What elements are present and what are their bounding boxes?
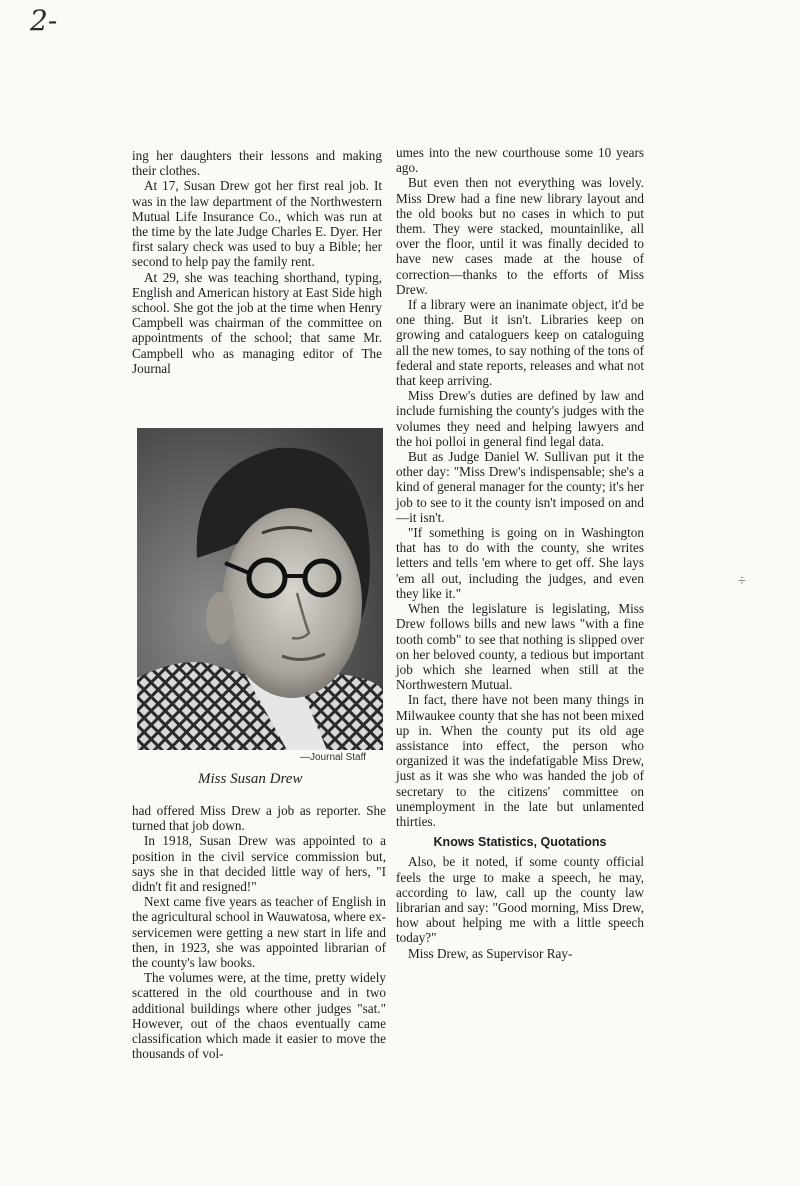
paragraph: had offered Miss Drew a job as reporter. She turned that job down. (132, 803, 386, 834)
paragraph: Miss Drew, as Supervisor Ray- (408, 945, 573, 961)
paragraph: "If something is going on in Washington that has to do with the county, she writes letters and tells 'em where to get off. She lays 'em all out, including the judges, and even they like it." (396, 525, 644, 601)
paragraph: The volumes were, at the time, pretty widely scattered in the old courthouse and in two additional buildings where other judges "sat." However, out of the chaos eventually came classification which made it easier to move the thousands of vol- (132, 970, 386, 1062)
margin-mark: ÷ (738, 574, 746, 589)
portrait-photo (137, 428, 383, 750)
paragraph: When the legislature is legislating, Miss Drew follows bills and new laws "with a fine tooth comb" to see that nothing is slipped over on her beloved county, a tedious but important job which she learned when still at the Northwestern Mutual. (396, 601, 644, 693)
paragraph: If a library were an inanimate object, it'd be one thing. But it isn't. Libraries keep on growing and cataloguers keep on cataloguing all the new tomes, to say nothing of the tons of federal and state reports, releases and what not that keep arriving. (396, 297, 644, 389)
paragraph: But even then not everything was lovely. Miss Drew had a fine new library layout and the old books but no cases in which to put them. They were stacked, mountainlike, all over the floor, until it was finally decided to have new cases made at the house of correction—thanks to the efforts of Miss Drew. (396, 175, 644, 297)
column-1-top (132, 148, 382, 376)
paragraph: umes into the new courthouse some 10 years ago. (396, 145, 644, 176)
paragraph: In fact, there have not been many things in Milwaukee county that she has not been mixed up in. When the county put its old age assistance into effect, the person who organized it was the indefatigable Miss Drew, just as it was she who was handed the job of secretary to the citizens' committee on unemployment in the late but unlamented thirties. (396, 692, 644, 829)
column-2 (396, 145, 644, 961)
paragraph: Also, be it noted, if some county official feels the urge to make a speech, he may, according to law, call up the county law librarian and say: "Good morning, Miss Drew, how about helping me with a little speech today?" (396, 854, 644, 946)
paragraph: Miss Drew's duties are defined by law and include furnishing the county's judges with the volumes they need and helping lawyers and the hoi polloi in general find legal data. (396, 388, 644, 449)
paragraph: Next came five years as teacher of English in the agricultural school in Wauwatosa, where ex-servicemen were getting a new start in life and then, in 1923, she was appointed librarian of the county's law books. (132, 894, 386, 971)
photo-caption: Miss Susan Drew (198, 771, 303, 787)
paragraph: But as Judge Daniel W. Sullivan put it the other day: "Miss Drew's indispensable; she's a kind of general manager for the county; it's her job to see to it the county isn't imposed on and—it isn't. (396, 449, 644, 525)
paragraph: At 29, she was teaching shorthand, typing, English and American history at East Side high school. She got the job at the time when Henry Campbell was chairman of the committee on appointments of the school; that same Mr. Campbell who as managing editor of The Journal (132, 269, 382, 376)
page-number: 2- (30, 4, 58, 37)
paragraph: ing her daughters their lessons and making their clothes. (132, 148, 382, 179)
column-1-bottom (132, 803, 386, 1061)
paragraph: In 1918, Susan Drew was appointed to a position in the civil service commission but, says she in that decided little way of hers, "I didn't fit and resigned!" (132, 833, 386, 895)
photo-credit: —Journal Staff (300, 752, 366, 763)
paragraph: At 17, Susan Drew got her first real job. It was in the law department of the Northwestern Mutual Life Insurance Co., which was run at the time by the late Judge Charles E. Dyer. Her first salary check was used to buy a Bible; her second to help pay the family rent. (132, 178, 382, 270)
subheading: Knows Statistics, Quotations (433, 835, 607, 850)
